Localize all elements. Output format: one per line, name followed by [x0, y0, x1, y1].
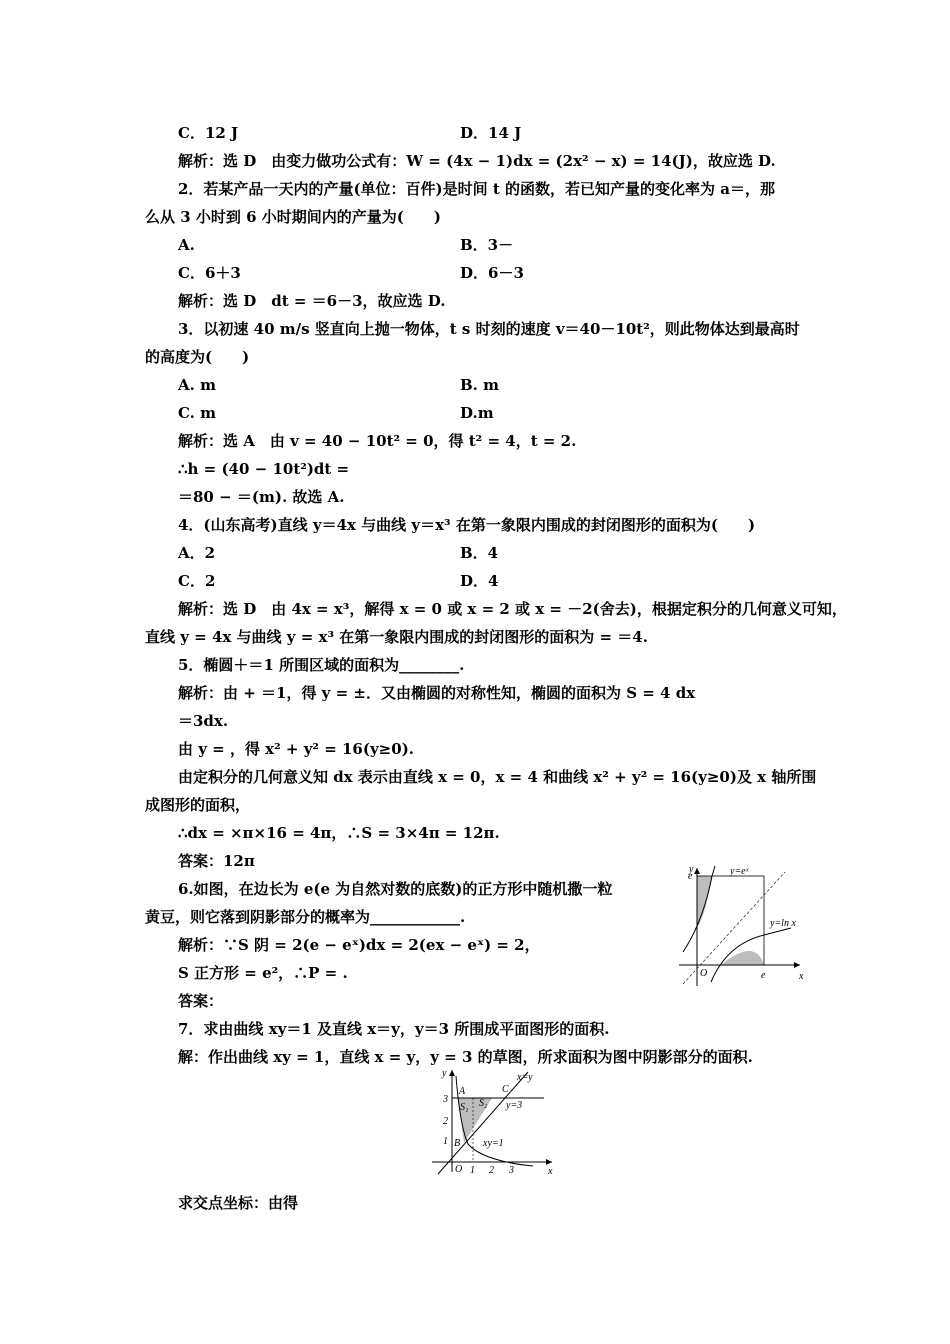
- origin-label: O: [700, 968, 708, 979]
- solution-3-step: ∴h = (40 − 10t²)dt =: [178, 460, 350, 478]
- option-c: C. m: [178, 404, 216, 422]
- question-4: 4．(山东高考)直线 y＝4x 与曲线 y＝x³ 在第一象限内围成的封闭图形的面积为( ): [178, 516, 756, 534]
- s1-label: S₁: [460, 1102, 469, 1113]
- exp-curve-label: y=eˣ: [730, 866, 749, 877]
- solution-5-step: 由 y = ，得 x² + y² = 16(y≥0).: [178, 740, 415, 758]
- tick-y-3: 3: [443, 1094, 448, 1105]
- solution-5: 解析：由 + ＝1，得 y = ±．又由椭圆的对称性知，椭圆的面积为 S = 4 dx: [178, 684, 696, 702]
- question-6: 6.如图，在边长为 e(e 为自然对数的底数)的正方形中随机撒一粒: [178, 880, 613, 898]
- question-5: 5．椭圆＋＝1 所围区域的面积为________.: [178, 656, 465, 674]
- solution-5-cont: 成图形的面积，: [145, 796, 251, 814]
- tick-y-1: 1: [443, 1136, 448, 1147]
- x-label: x: [799, 971, 804, 982]
- origin-label: O: [455, 1164, 463, 1175]
- option-b: B．4: [460, 544, 499, 562]
- solution-7: 解：作出曲线 xy = 1，直线 x = y，y = 3 的草图，所求面积为图中阴影部分的面积.: [178, 1048, 753, 1066]
- y-axis-arrow-icon: [694, 868, 700, 874]
- option-b: B．3－: [460, 236, 514, 254]
- tick-x-2: 2: [489, 1165, 494, 1176]
- solution-3: 解析：选 A 由 v = 40 − 10t² = 0，得 t² = 4，t = 2.: [178, 432, 577, 450]
- point-a-label: A: [459, 1086, 466, 1097]
- tick-x-3: 3: [509, 1165, 514, 1176]
- figure-exp-ln: [675, 862, 810, 990]
- answer-6: 答案：: [178, 992, 224, 1010]
- option-c: C．6＋3: [178, 264, 241, 282]
- s2-label: S₂: [479, 1098, 488, 1109]
- figure-hyperbola: [428, 1066, 558, 1176]
- line-y-3-label: y=3: [506, 1100, 523, 1111]
- solution-6: 解析：∵S 阴 = 2(e − eˣ)dx = 2(ex − eˣ) = 2，: [178, 936, 540, 954]
- ln-curve-label: y=ln x: [770, 918, 796, 929]
- solution-4-cont: 直线 y = 4x 与曲线 y = x³ 在第一象限内围成的封闭图形的面积为 = ＝4.: [145, 628, 648, 646]
- point-b-label: B: [454, 1138, 461, 1149]
- option-c: C．12 J: [178, 124, 239, 142]
- e-x-label: e: [761, 970, 766, 981]
- option-d: D．4: [460, 572, 499, 590]
- solution-6-step: S 正方形 = e²，∴P = .: [178, 964, 348, 982]
- x-axis-arrow-icon: [794, 962, 800, 968]
- y-label: y: [442, 1068, 447, 1079]
- question-2: 2．若某产品一天内的产量(单位：百件)是时间 t 的函数，若已知产量的变化率为 a＝，那: [178, 180, 775, 198]
- curve-label: xy=1: [483, 1138, 504, 1149]
- y-axis-arrow-icon: [449, 1070, 455, 1076]
- option-a: A．2: [178, 544, 216, 562]
- question-6-cont: 黄豆，则它落到阴影部分的概率为____________.: [145, 908, 466, 926]
- y-label: y: [689, 864, 694, 875]
- option-a: A. m: [178, 376, 216, 394]
- solution-5-step: ＝3dx.: [178, 712, 229, 730]
- option-a: A.: [178, 236, 195, 254]
- answer-5: 答案：12π: [178, 852, 255, 870]
- tick-y-2: 2: [443, 1116, 448, 1127]
- question-3: 3．以初速 40 m/s 竖直向上抛一物体，t s 时刻的速度 v＝40－10t²，则此物体达到最高时: [178, 320, 800, 338]
- e-y-label: e: [688, 871, 693, 882]
- line-x-eq-y-label: x=y: [517, 1072, 533, 1083]
- solution-2: 解析：选 D dt = ＝6－3，故应选 D.: [178, 292, 446, 310]
- point-c-label: C: [502, 1084, 509, 1095]
- x-axis-arrow-icon: [546, 1159, 552, 1165]
- tick-x-1: 1: [470, 1165, 475, 1176]
- option-d: D．14 J: [460, 124, 522, 142]
- solution-3-result: ＝80 − ＝(m). 故选 A.: [178, 488, 345, 506]
- solution-5-result: ∴dx = ×π×16 = 4π，∴S = 3×4π = 12π.: [178, 824, 500, 842]
- option-d: D．6－3: [460, 264, 524, 282]
- option-c: C．2: [178, 572, 216, 590]
- question-3-cont: 的高度为( ): [145, 348, 250, 366]
- solution-4: 解析：选 D 由 4x = x³，解得 x = 0 或 x = 2 或 x = －2(舍去)，根据定积分的几何意义可知，: [178, 600, 847, 618]
- question-7: 7．求由曲线 xy＝1 及直线 x＝y，y＝3 所围成平面图形的面积.: [178, 1020, 610, 1038]
- shaded-region-right: [721, 951, 764, 965]
- x-label: x: [548, 1166, 553, 1176]
- solution-1: 解析：选 D 由变力做功公式有：W = (4x − 1)dx = (2x² − x) = 14(J)，故应选 D.: [178, 152, 776, 170]
- question-2-cont: 么从 3 小时到 6 小时期间内的产量为( ): [145, 208, 441, 226]
- option-b: B. m: [460, 376, 499, 394]
- solution-5-step: 由定积分的几何意义知 dx 表示由直线 x = 0，x = 4 和曲线 x² + y² = 16(y≥0)及 x 轴所围: [178, 768, 817, 786]
- solution-7-step: 求交点坐标：由得: [178, 1194, 299, 1212]
- option-d: D.m: [460, 404, 494, 422]
